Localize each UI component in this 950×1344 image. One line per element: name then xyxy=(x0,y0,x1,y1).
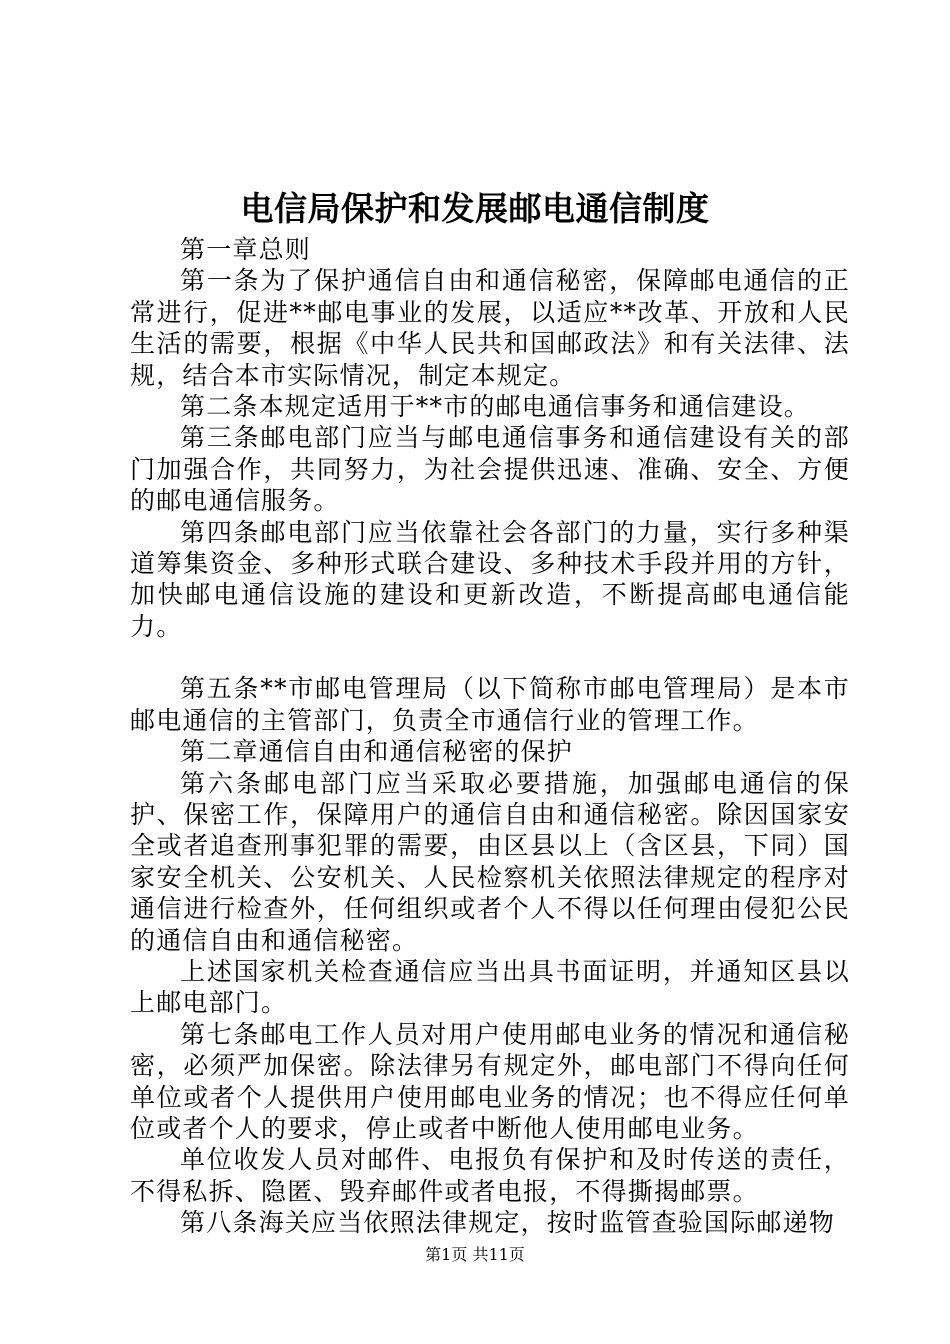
article-paragraph: 上述国家机关检查通信应当出具书面证明，并通知区县以上邮电部门。 xyxy=(130,956,850,1018)
article-paragraph: 第三条邮电部门应当与邮电通信事务和通信建设有关的部门加强合作，共同努力，为社会提供迅速、准确、安全、方便的邮电通信服务。 xyxy=(130,423,850,516)
article-paragraph: 单位收发人员对邮件、电报负有保护和及时传送的责任，不得私拆、隐匿、毁弃邮件或者电报，不得撕揭邮票。 xyxy=(130,1145,850,1206)
article-paragraph: 第四条邮电部门应当依靠社会各部门的力量，实行多种渠道筹集资金、多种形式联合建设、多种技术手段并用的方针，加快邮电通信设施的建设和更新改造，不断提高邮电通信能力。 xyxy=(130,517,850,641)
article-paragraph: 第二条本规定适用于**市的邮电通信事务和通信建设。 xyxy=(180,392,811,422)
article-paragraph: 第六条邮电部门应当采取必要措施，加强邮电通信的保护、保密工作，保障用户的通信自由和通信秘密。除因国家安全或者追查刑事犯罪的需要，由区县以上（含区县，下同）国家安全机关、公安机关、人民检察机关依照法律规定的程序对通信进行检查外，任何组织或者个人不得以任何理由侵犯公民的通信自由和通信秘密。 xyxy=(130,768,850,955)
document-body xyxy=(130,234,850,1239)
article-paragraph: 第八条海关应当依照法律规定，按时监管查验国际邮递物 xyxy=(180,1208,836,1238)
document-title: 电信局保护和发展邮电通信制度 xyxy=(240,189,710,228)
article-paragraph: 第七条邮电工作人员对用户使用邮电业务的情况和通信秘密，必须严加保密。除法律另有规定外，邮电部门不得向任何单位或者个人提供用户使用邮电业务的情况；也不得应任何单位或者个人的要求，停止或者中断他人使用邮电业务。 xyxy=(130,1019,850,1143)
article-paragraph: 第五条**市邮电管理局（以下简称市邮电管理局）是本市邮电通信的主管部门，负责全市通信行业的管理工作。 xyxy=(130,674,850,735)
chapter-heading: 第一章总则 xyxy=(180,235,312,264)
page-number-footer: 第1页 共11页 xyxy=(425,1245,525,1264)
article-paragraph: 第一条为了保护通信自由和通信秘密，保障邮电通信的正常进行，促进**邮电事业的发展，以适应**改革、开放和人民生活的需要，根据《中华人民共和国邮政法》和有关法律、法规，结合本市实际情况，制定本规定。 xyxy=(130,266,850,390)
chapter-heading: 第二章通信自由和通信秘密的保护 xyxy=(180,737,574,767)
